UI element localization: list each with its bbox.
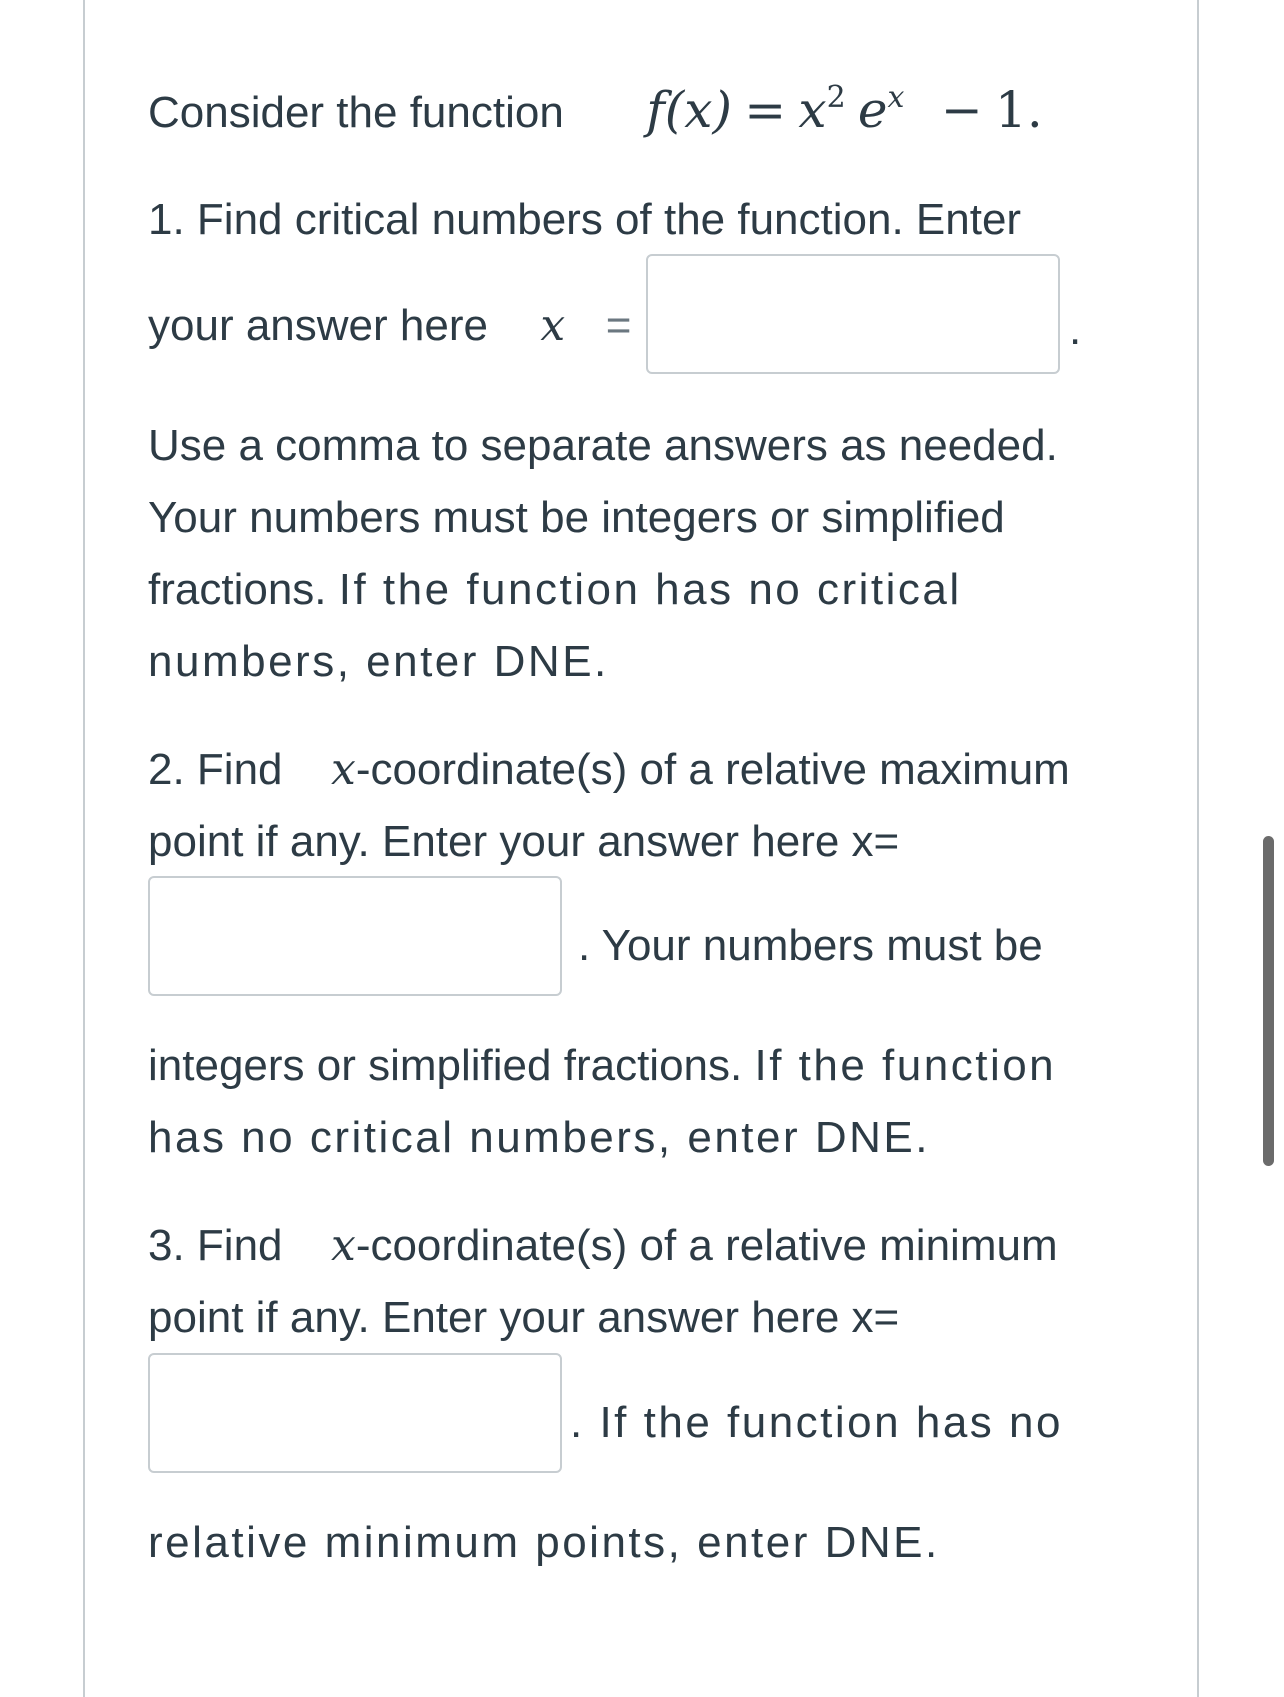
scrollbar-thumb[interactable]: [1263, 836, 1274, 1166]
q1-equals: =: [605, 301, 632, 350]
q1-prompt: your answer here: [148, 301, 488, 350]
q3-line3: relative minimum points, enter DNE.: [148, 1518, 940, 1567]
q3-variable-x: x: [330, 1220, 356, 1271]
q2-line4: has no critical numbers, enter DNE.: [148, 1113, 931, 1162]
intro-line: [148, 82, 1043, 146]
q3-line2: point if any. Enter your answer here x=: [148, 1293, 900, 1342]
q2-line1: [148, 742, 1070, 798]
q3-prefix: 3. Find: [148, 1221, 283, 1270]
left-border: [83, 0, 85, 1697]
formula-exponent-x: x: [887, 80, 905, 115]
q1-help-fractions: fractions.: [148, 565, 327, 614]
q2-line2: point if any. Enter your answer here x=: [148, 817, 900, 866]
q3-after-box: . If the function has no: [570, 1398, 1063, 1447]
q2-answer-input[interactable]: [148, 876, 562, 996]
q1-help-line2: Your numbers must be integers or simplified: [148, 493, 1005, 542]
q2-line3-clause: If the function: [754, 1041, 1057, 1090]
q2-after-box: . Your numbers must be: [578, 921, 1043, 970]
formula-exponent-2: 2: [826, 80, 846, 115]
q1-line1: 1. Find critical numbers of the function. Enter: [148, 195, 1022, 244]
q1-help-line3: [148, 562, 962, 618]
q1-period: .: [1069, 305, 1082, 354]
q2-line3: [148, 1038, 1056, 1094]
q1-variable-x: x: [540, 300, 566, 351]
q3-answer-input[interactable]: [148, 1353, 562, 1473]
formula-base-e: e: [857, 81, 888, 139]
formula-minus: −: [940, 81, 983, 139]
formula-base-x: x: [798, 81, 827, 139]
q1-answer-input[interactable]: [646, 254, 1060, 374]
intro-text: Consider the function: [148, 88, 564, 137]
q2-variable-x: x: [330, 744, 356, 795]
formula-one: 1.: [995, 81, 1043, 139]
q2-prefix: 2. Find: [148, 745, 283, 794]
q1-help-line1: Use a comma to separate answers as needed.: [148, 421, 1058, 470]
q3-line1-rest: -coordinate(s) of a relative minimum: [355, 1221, 1058, 1270]
right-border: [1197, 0, 1199, 1697]
q1-line2: [148, 298, 631, 354]
formula-fx: f(x): [646, 81, 732, 139]
formula-equals: =: [744, 81, 787, 139]
q1-help-dne-clause: If the function has no critical: [338, 565, 962, 614]
q1-help-line4: numbers, enter DNE.: [148, 637, 609, 686]
q3-line1: [148, 1218, 1058, 1274]
q2-line1-rest: -coordinate(s) of a relative maximum: [355, 745, 1070, 794]
q2-line3-fractions: integers or simplified fractions.: [148, 1041, 743, 1090]
